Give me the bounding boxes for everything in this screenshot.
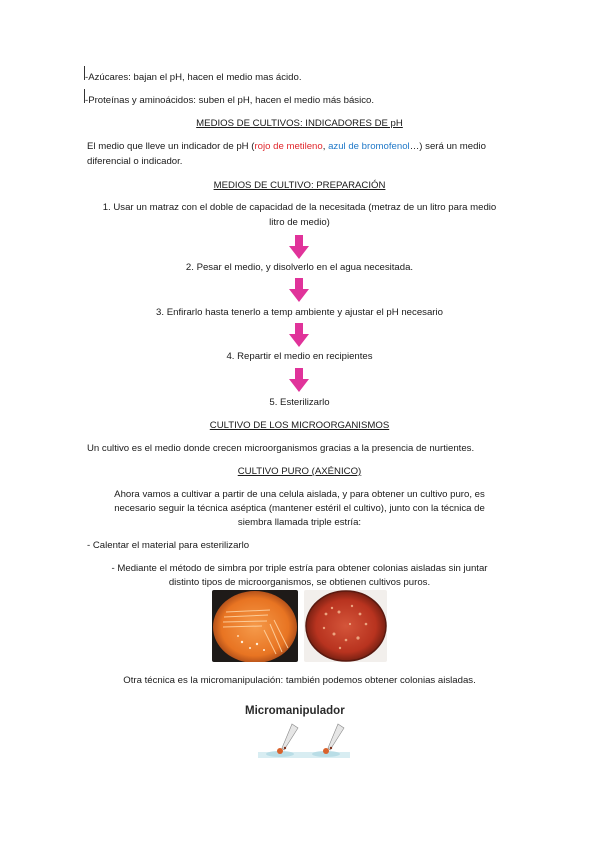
petri-dish-photo-2 xyxy=(304,590,387,662)
indicador-paragraph-line2: diferencial o indicador. xyxy=(87,156,183,167)
indicador-text-b: …) será un medio xyxy=(409,141,486,152)
step-1-line2: litro de medio) xyxy=(269,217,330,228)
indicador-comma: , xyxy=(322,141,329,152)
step-5: 5. Esterilizarlo xyxy=(269,397,330,408)
down-arrow-icon xyxy=(289,235,309,259)
micromanipulacion-paragraph: Otra técnica es la micromanipulación: también podemos obtener colonias aisladas. xyxy=(123,675,476,686)
micromanipulador-illustration xyxy=(258,722,350,760)
step-3: 3. Enfirarlo hasta tenerlo a temp ambiente y ajustar el pH necesario xyxy=(156,307,443,318)
step-1-line1: 1. Usar un matraz con el doble de capacidad de la necesitada (metraz de un litro para medio xyxy=(102,202,497,213)
bullet-triple-estria-line2: distinto tipos de microorganismos, se obtienen cultivos puros. xyxy=(168,577,431,588)
azul-bromofenol-text: azul de bromofenol xyxy=(328,141,410,152)
indicadores-heading: MEDIOS DE CULTIVOS: INDICADORES DE pH xyxy=(196,118,403,129)
step-2: 2. Pesar el medio, y disolverlo en el agua necesitada. xyxy=(185,262,414,273)
puro-paragraph-line3: siembra llamada triple estría: xyxy=(237,517,362,528)
indicador-paragraph xyxy=(87,140,486,153)
down-arrow-icon xyxy=(289,368,309,392)
proteinas-line: -Proteínas y aminoácidos: suben el pH, hacen el medio más básico. xyxy=(85,95,375,106)
petri-dish-1-graphic xyxy=(212,590,298,662)
bullet-triple-estria-line1: - Mediante el método de simbra por triple estría para obtener colonias aisladas sin juntar xyxy=(111,563,488,574)
petri-dish-2-graphic xyxy=(304,590,387,662)
azucares-line: -Azúcares: bajan el pH, hacen el medio mas ácido. xyxy=(85,72,302,83)
puro-paragraph-line1: Ahora vamos a cultivar a partir de una celula aislada, y para obtener un cultivo puro, es xyxy=(114,489,485,500)
micromanipulador-label: Micromanipulador xyxy=(245,705,345,717)
rojo-metileno-text: rojo de metileno xyxy=(254,141,323,152)
petri-dish-photo-1 xyxy=(212,590,298,662)
step-4: 4. Repartir el medio en recipientes xyxy=(226,351,373,362)
preparacion-heading: MEDIOS DE CULTIVO: PREPARACIÓN xyxy=(213,180,386,191)
bullet-calentar: - Calentar el material para esterilizarlo xyxy=(87,540,250,551)
down-arrow-icon xyxy=(289,278,309,302)
cultivo-heading: CULTIVO DE LOS MICROORGANISMOS xyxy=(209,420,390,431)
puro-paragraph-line2: necesario seguir la técnica aséptica (mantener estéril el cultivo), junto con la técnica de xyxy=(114,503,485,514)
down-arrow-icon xyxy=(289,323,309,347)
cultivo-paragraph: Un cultivo es el medio donde crecen microorganismos gracias a la presencia de nurtientes. xyxy=(87,443,475,454)
indicador-text-a: El medio que lleve un indicador de pH ( xyxy=(87,141,255,152)
cultivo-puro-heading: CULTIVO PURO (AXÉNICO) xyxy=(237,466,362,477)
